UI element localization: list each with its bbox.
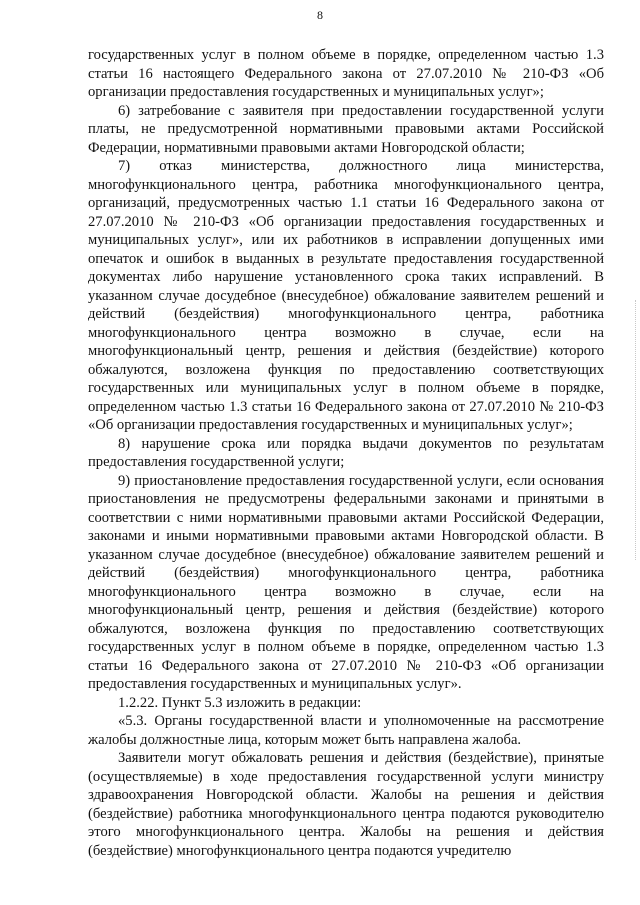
paragraph-item-8: 8) нарушение срока или порядка выдачи документов по результатам предоставления государственной услуги; (88, 435, 604, 470)
paragraph-item-7: 7) отказ министерства, должностного лица министерства, многофункционального центра, работника многофункционального центра, организаций, предусмотренных частью 1.1 статьи 16 Федерального закона от 27.07.2010 № 210-ФЗ «Об организации предоставления государственных и муниципальных услуг», или их работников в исправлении допущенных ими опечаток и ошибок в выданных в результате предоставления государственной документах либо нарушение установленного срока таких исправлений. В указанном случае досудебное (внесудебное) обжалование заявителем решений и действий (бездействия) многофункционального центра, работника многофункционального центра возможно в случае, если на многофункциональный центр, решения и действия (бездействие) которого обжалуются, возложена функция по предоставлению соответствующих государственных или муниципальных услуг в полном объеме в порядке, определенном частью 1.3 статьи 16 Федерального закона от 27.07.2010 № 210-ФЗ «Об организации предоставления государственных и муниципальных услуг»; (88, 158, 604, 433)
page-number: 8 (317, 8, 323, 22)
paragraph-clause-5-3: «5.3. Органы государственной власти и уполномоченные на рассмотрение жалобы должностные лица, которым может быть направлена жалоба. (88, 713, 604, 748)
document-body (88, 46, 604, 860)
paragraph-amendment-1-2-22: 1.2.22. Пункт 5.3 изложить в редакции: (118, 694, 362, 711)
scan-edge-mark (634, 300, 636, 560)
paragraph-item-6: 6) затребование с заявителя при предоставлении государственной услуги платы, не предусмотренной нормативными правовыми актами Российской Федерации, нормативными правовыми актами Новгородской области; (88, 102, 604, 156)
paragraph-applicants: Заявители могут обжаловать решения и действия (бездействие), принятые (осуществляемые) в ходе предоставления государственной услуги министру здравоохранения Новгородской области. Жалобы на решения и действия (бездействие) работника многофункционального центра подаются руководителю этого многофункционального центра. Жалобы на решения и действия (бездействие) многофункционального центра подаются учредителю (88, 750, 604, 859)
paragraph-continuation: государственных услуг в полном объеме в порядке, определенном частью 1.3 статьи 16 настоящего Федерального закона от 27.07.2010 № 210-ФЗ «Об организации предоставления государственных и муниципальных услуг»; (88, 47, 604, 100)
paragraph-item-9: 9) приостановление предоставления государственной услуги, если основания приостановления не предусмотрены федеральными законами и принятыми в соответствии с ними нормативными правовыми актами Российской Федерации, законами и иными нормативными правовыми актами Новгородской области. В указанном случае досудебное (внесудебное) обжалование заявителем решений и действий (бездействия) многофункционального центра, работника многофункционального центра возможно в случае, если на многофункциональный центр, решения и действия (бездействие) которого обжалуются, возложена функция по предоставлению соответствующих государственных услуг в полном объеме в порядке, определенном частью 1.3 статьи 16 Федерального закона от 27.07.2010 № 210-ФЗ «Об организации предоставления государственных и муниципальных услуг». (88, 472, 604, 692)
